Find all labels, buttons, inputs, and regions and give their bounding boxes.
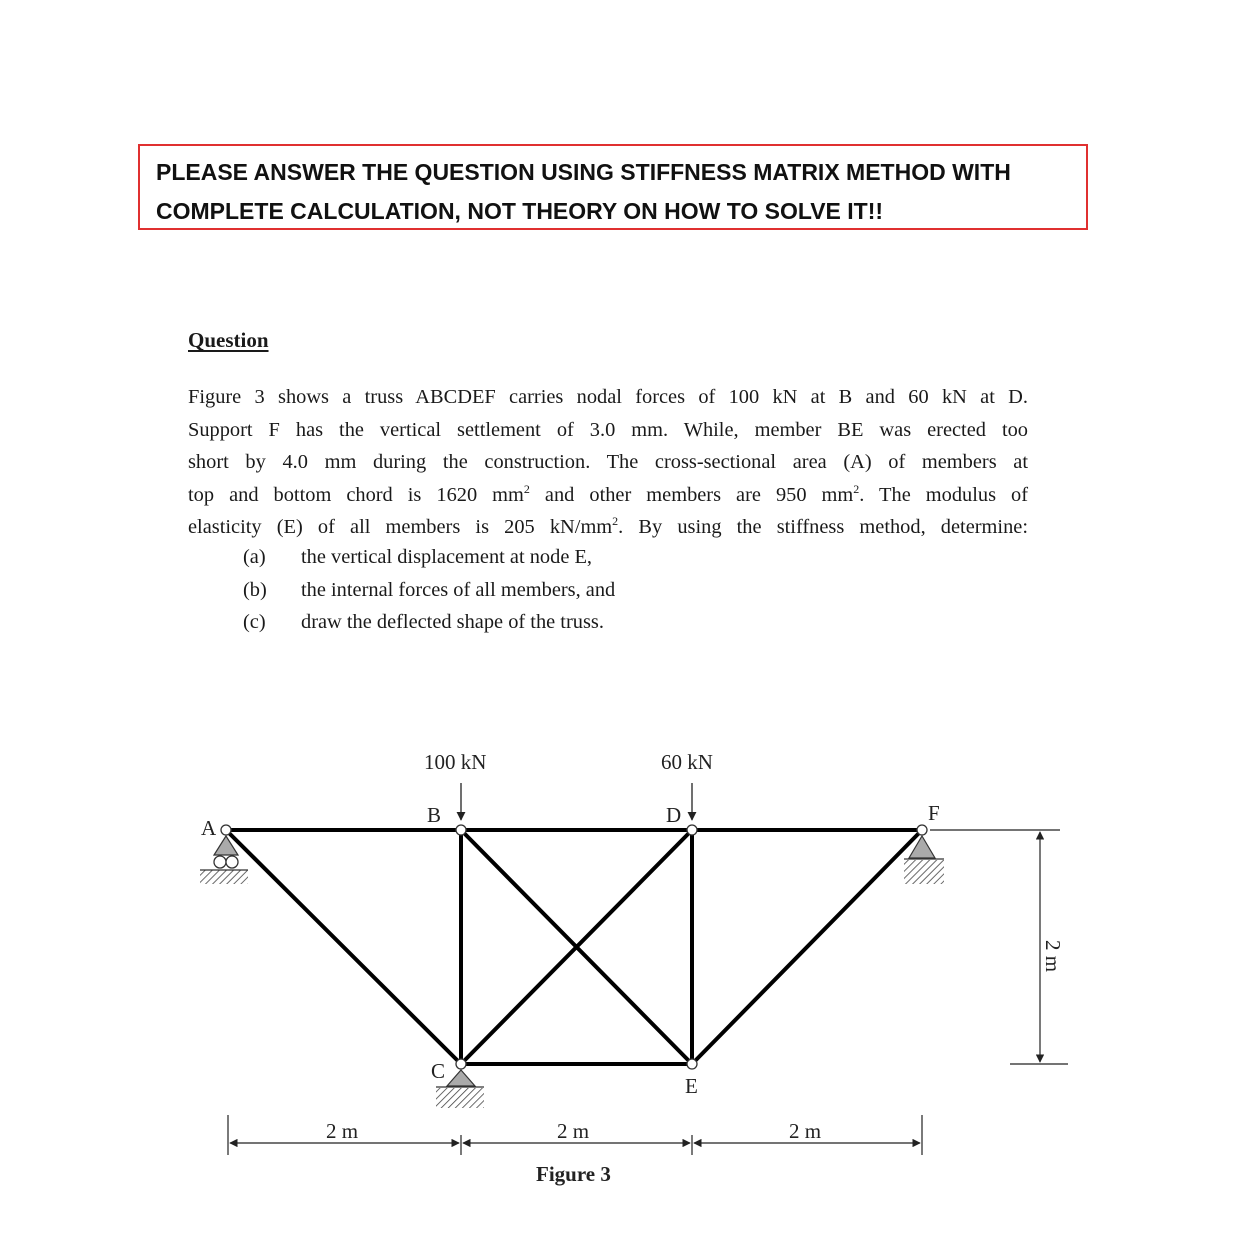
node-label-b: B xyxy=(427,803,442,827)
question-line-1: Figure 3 shows a truss ABCDEF carries nodal forces of 100 kN at B and 60 kN at D. xyxy=(188,386,1028,408)
task-mark-c: (c) xyxy=(243,611,266,633)
task-mark-a: (a) xyxy=(243,546,266,568)
member-ef xyxy=(692,830,922,1064)
question-line-3: short by 4.0 mm during the construction. The cross-sectional area (A) of members at xyxy=(188,451,1028,473)
joint-d xyxy=(687,825,697,835)
task-text-c: draw the deflected shape of the truss. xyxy=(301,611,604,633)
sup-2: 2 xyxy=(853,481,860,496)
node-label-f: F xyxy=(928,801,940,825)
question-line-2: Support F has the vertical settlement of 3.0 mm. While, member BE was erected too xyxy=(188,418,1028,441)
notice-line-2: COMPLETE CALCULATION, NOT THEORY ON HOW TO SOLVE IT!! xyxy=(156,198,884,224)
q4b: and other members are 950 mm xyxy=(529,483,854,506)
dim-label-2: 2 m xyxy=(557,1119,590,1143)
joint-c xyxy=(456,1059,466,1069)
notice-line-1: PLEASE ANSWER THE QUESTION USING STIFFNESS MATRIX METHOD WITH xyxy=(156,159,1011,185)
node-label-e: E xyxy=(685,1074,698,1098)
q5b: . By using the stiffness method, determine: xyxy=(618,516,1028,538)
task-text-b: the internal forces of all members, and xyxy=(301,578,616,601)
sup-1: 2 xyxy=(523,481,530,496)
node-label-c: C xyxy=(431,1059,446,1083)
joint-f xyxy=(917,825,927,835)
member-ac xyxy=(226,830,461,1064)
sup-3: 2 xyxy=(612,514,619,528)
q4c: . The modulus of xyxy=(859,483,1029,506)
load-label-b: 100 kN xyxy=(424,750,487,774)
load-label-d: 60 kN xyxy=(661,750,713,774)
figure-caption: Figure 3 xyxy=(536,1162,611,1186)
node-label-d: D xyxy=(666,803,682,827)
node-label-a: A xyxy=(201,816,217,840)
q5a: elasticity (E) of all members is 205 kN/mm xyxy=(188,516,613,538)
task-text-a: the vertical displacement at node E, xyxy=(301,546,593,568)
joint-e xyxy=(687,1059,697,1069)
dim-height-label: 2 m xyxy=(1041,940,1065,973)
joint-b xyxy=(456,825,466,835)
dim-label-1: 2 m xyxy=(326,1119,359,1143)
q4a: top and bottom chord is 1620 mm xyxy=(188,483,524,506)
dim-label-3: 2 m xyxy=(789,1119,822,1143)
question-heading: Question xyxy=(188,328,269,352)
joint-a xyxy=(221,825,231,835)
task-mark-b: (b) xyxy=(243,578,267,601)
